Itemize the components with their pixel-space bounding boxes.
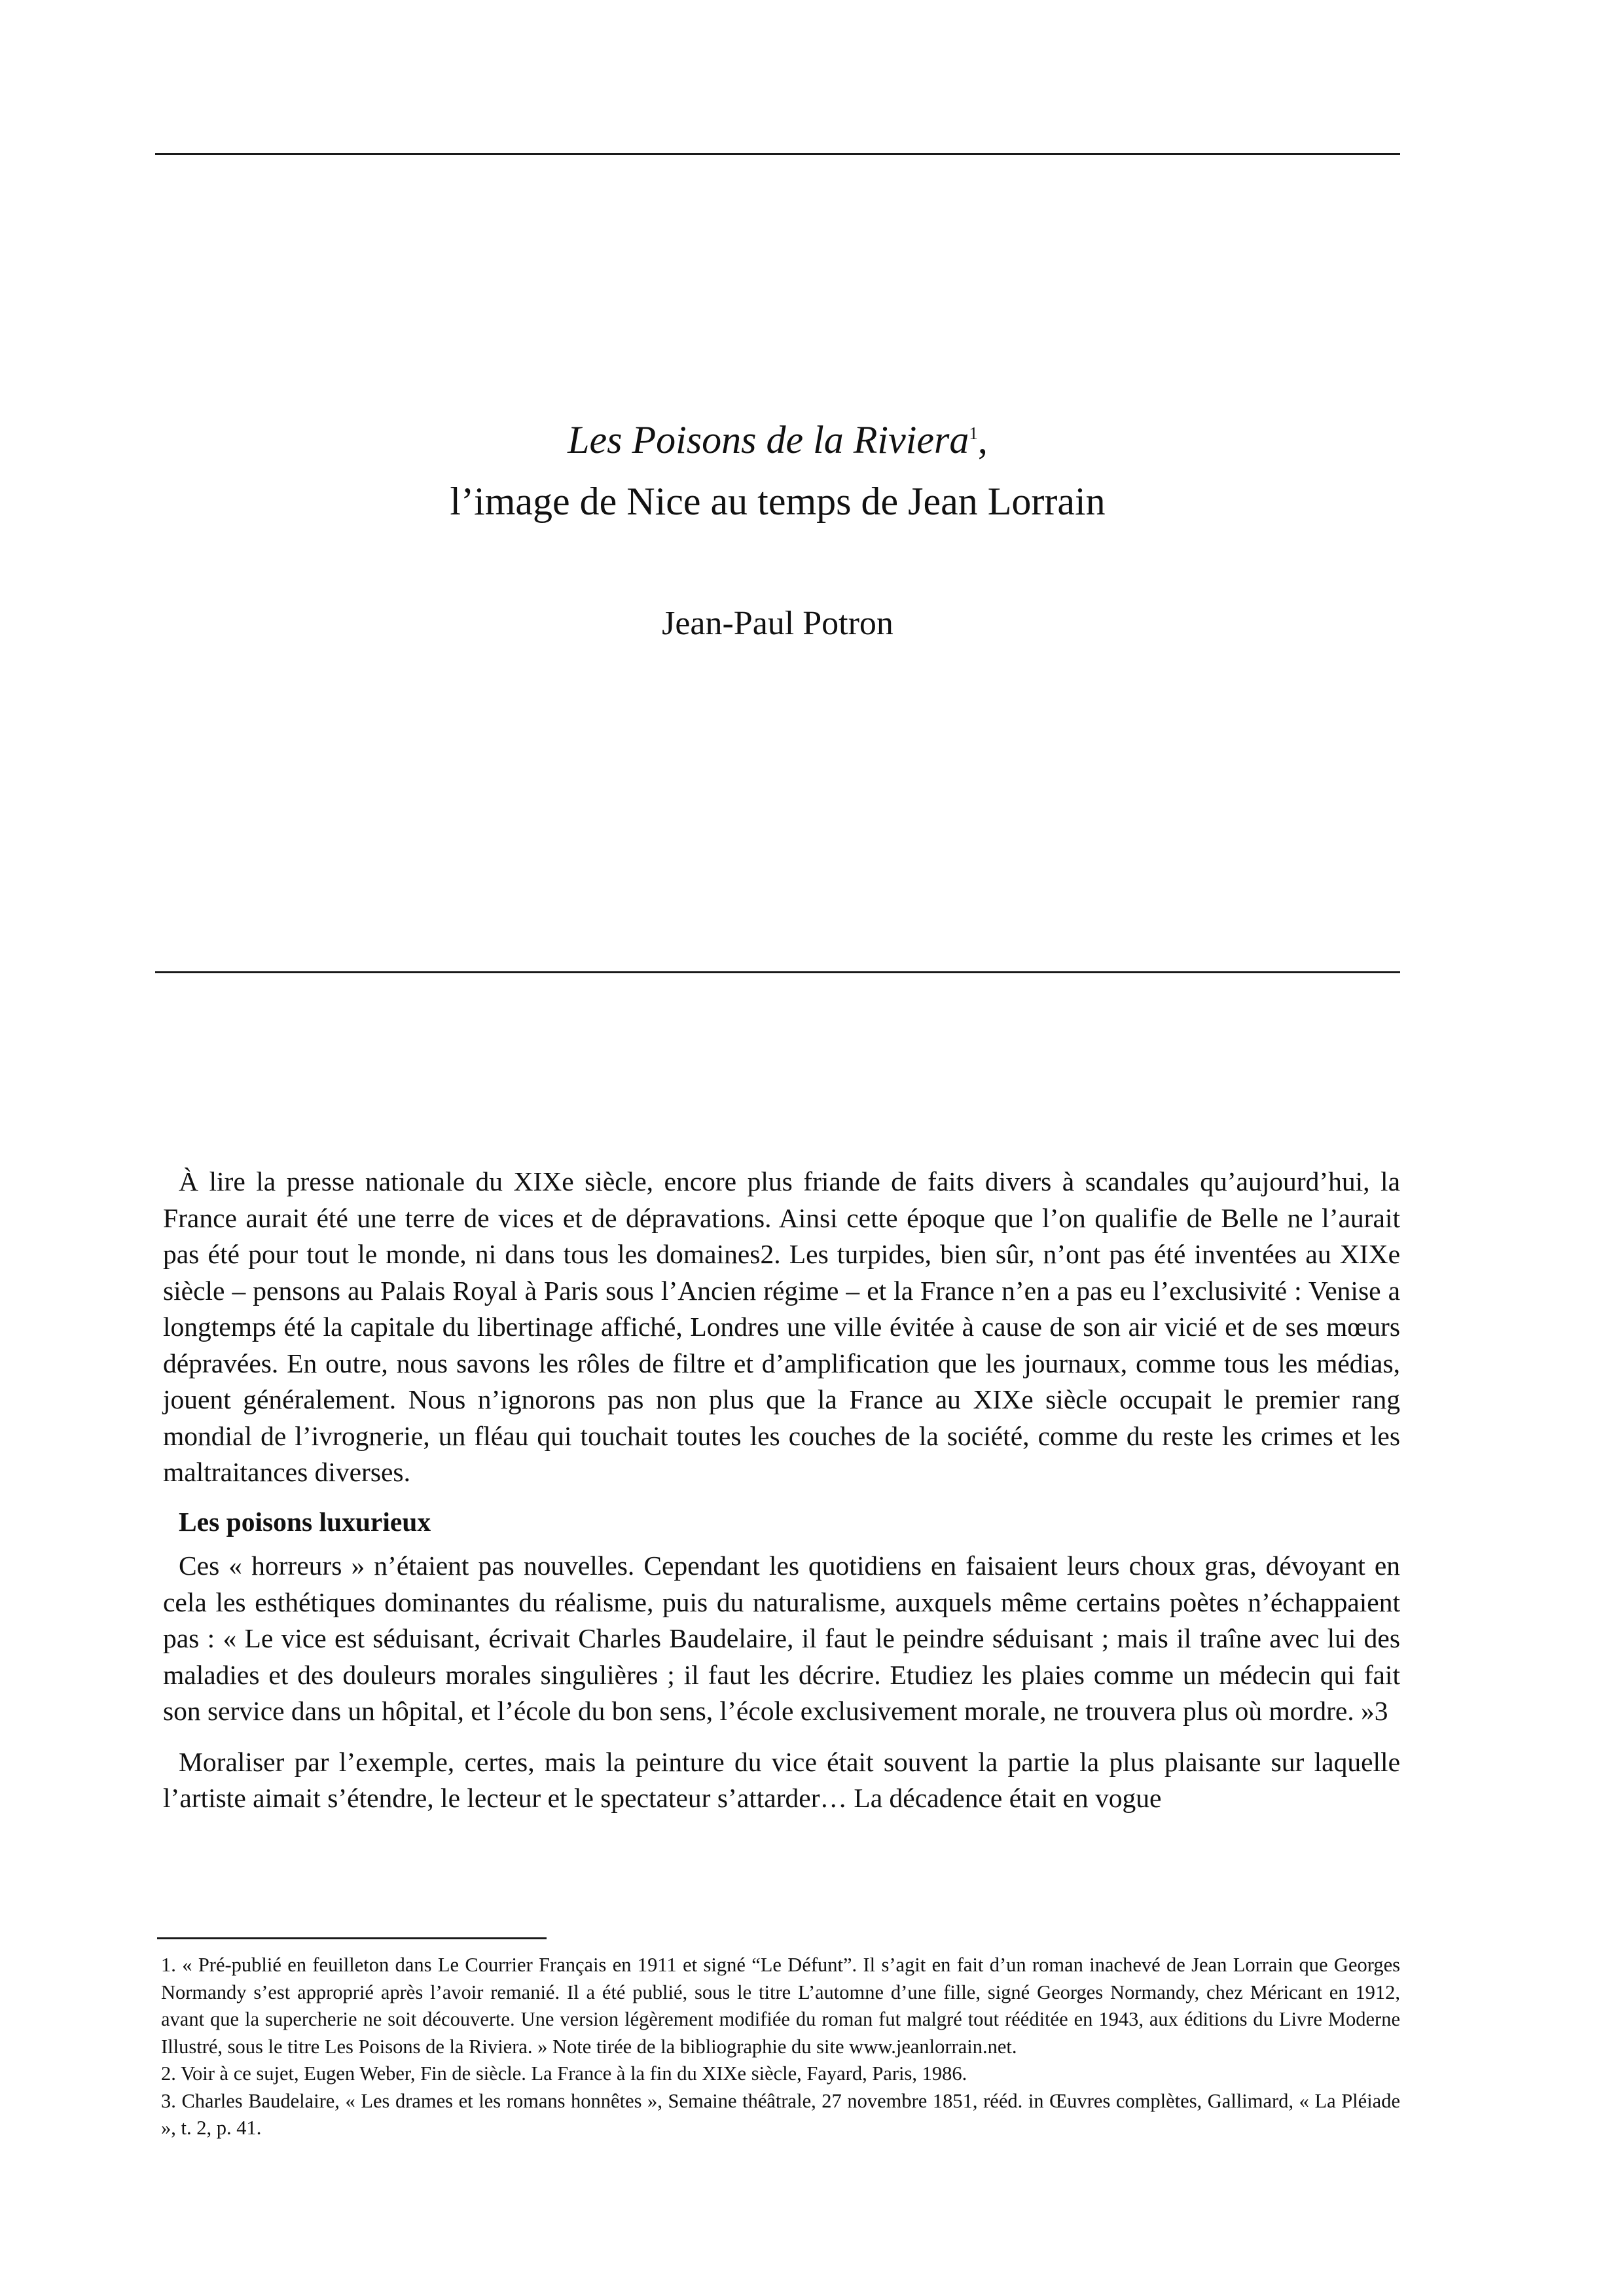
title-line-1 — [155, 409, 1400, 471]
footnote-2: 2. Voir à ce sujet, Eugen Weber, Fin de siècle. La France à la fin du XIXe siècle, Fayard, Paris, 1986. — [161, 2062, 967, 2085]
top-rule — [155, 153, 1400, 155]
title-line-2: l’image de Nice au temps de Jean Lorrain — [450, 480, 1106, 523]
footnote-rule — [157, 1937, 547, 1939]
footnote-3: 3. Charles Baudelaire, « Les drames et les romans honnêtes », Semaine théâtrale, 27 novembre 1851, rééd. in Œuvres complètes, Gallimard, « La Pléiade », t. 2, p. 41. — [161, 2089, 1400, 2139]
section-heading: Les poisons luxurieux — [179, 1506, 431, 1537]
article-body — [163, 1164, 1400, 1817]
title-footnote-ref: 1 — [969, 423, 978, 443]
header-bottom-rule — [155, 971, 1400, 973]
title-suffix: , — [977, 418, 988, 461]
paragraph-1: À lire la presse nationale du XIXe siècle, encore plus friande de faits divers à scandales qu’aujourd’hui, la France aurait été une terre de vices et de dépravations. Ainsi cette époque que l’on qualifie de Belle ne l’aurait pas été pour tout le monde, ni dans tous les domaines2. Les turpides, bien sûr, n’ont pas été inventées au XIXe siècle – pensons au Palais Royal à Paris sous l’Ancien régime – et la France n’en a pas eu l’exclusivité : Venise a longtemps été la capitale du libertinage affiché, Londres une ville évitée à cause de son air vicié et de ses mœurs dépravées. En outre, nous savons les rôles de filtre et d’amplification que les journaux, comme tous les médias, jouent généralement. Nous n’ignorons pas non plus que la France au XIXe siècle occupait le premier rang mondial de l’ivrognerie, un fléau qui touchait toutes les couches de la société, comme du reste les crimes et les maltraitances diverses. — [163, 1166, 1400, 1487]
article-title — [155, 409, 1400, 532]
paragraph-3: Moraliser par l’exemple, certes, mais la peinture du vice était souvent la partie la plus plaisante sur laquelle l’artiste aimait s’étendre, le lecteur et le spectateur s’attarder… La décadence était en vogue — [163, 1746, 1400, 1813]
footnote-1: 1. « Pré-publié en feuilleton dans Le Courrier Français en 1911 et signé “Le Défunt”. Il s’agit en fait d’un roman inachevé de Jean Lorrain que Georges Normandy s’est approprié après l’avoir remanié. Il a été publié, sous le titre L’automne d’une fille, signé Georges Normandy, chez Méricant en 1912, avant que la supercherie ne soit découverte. Une version légèrement modifiée du roman fut malgré tout rééditée en 1943, aux éditions du Livre Moderne Illustré, sous le titre Les Poisons de la Riviera. » Note tirée de la bibliographie du site www.jeanlorrain.net. — [161, 1954, 1400, 2058]
paragraph-2: Ces « horreurs » n’étaient pas nouvelles. Cependant les quotidiens en faisaient leurs choux gras, dévoyant en cela les esthétiques dominantes du réalisme, puis du naturalisme, auxquels même certains poètes n’échappaient pas : « Le vice est séduisant, écrivait Charles Baudelaire, il faut le peindre séduisant ; mais il traîne avec lui des maladies et des douleurs morales singulières ; il faut les décrire. Etudiez les plaies comme un médecin qui fait son service dans un hôpital, et l’école du bon sens, l’école exclusivement morale, ne trouvera plus où mordre. »3 — [163, 1551, 1400, 1726]
author-name: Jean-Paul Potron — [662, 605, 893, 642]
title-italic: Les Poisons de la Riviera — [568, 418, 969, 461]
footnotes — [161, 1952, 1400, 2142]
